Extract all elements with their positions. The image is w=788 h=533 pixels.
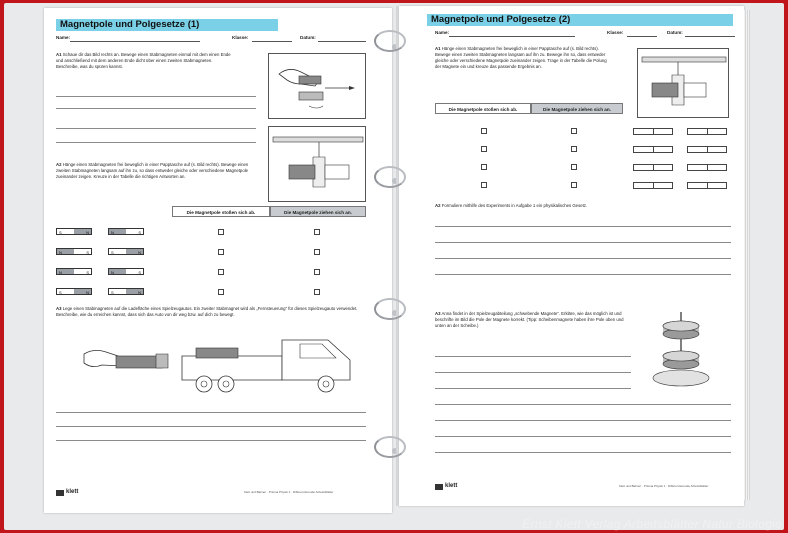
answer-line[interactable] (56, 108, 256, 109)
answer-line[interactable] (56, 426, 366, 427)
task-label: A3 (56, 306, 62, 311)
polarity-entry-box[interactable] (687, 146, 727, 153)
table-header-repel: Die Magnetpole stoßen sich ab. (435, 103, 531, 114)
task-label: A2 (435, 203, 441, 208)
task-a2 (56, 162, 256, 180)
task-a1 (56, 52, 232, 70)
date-label: Datum: (300, 35, 316, 40)
figure-hanging-magnet (637, 48, 729, 118)
figure-hanging-magnet (268, 126, 366, 202)
table-header-attract: Die Magnetpole ziehen sich an. (531, 103, 623, 114)
task-a1 (435, 46, 611, 70)
page-footer: Klett und Balmer · Prisma Physik 1 · Differenzierende Arbeitsblätter (244, 490, 334, 494)
answer-line[interactable] (56, 412, 366, 413)
answer-line[interactable] (435, 372, 631, 373)
figure-hand-magnets (268, 53, 366, 119)
worksheet-page-1 (44, 8, 392, 513)
bar-magnet (56, 248, 92, 255)
class-line[interactable] (252, 41, 292, 42)
page-title: Magnetpole und Polgesetze (2) (427, 14, 733, 26)
answer-checkbox[interactable] (481, 164, 487, 170)
name-line[interactable] (449, 36, 575, 37)
answer-line[interactable] (435, 274, 731, 275)
answer-checkbox[interactable] (218, 289, 224, 295)
answer-line[interactable] (435, 388, 631, 389)
answer-checkbox[interactable] (571, 128, 577, 134)
meta-row (435, 30, 735, 38)
task-label: A1 (435, 46, 441, 51)
task-text: Hänge einen Stabmagneten frei beweglich in einer Papptasche auf (s. Bild rechts). Bewege einen zweiten Stabmagneten langsam auf ihn zu, so dass entweder gleiche oder verschiedene Magnetpole zueinander zeigen. Kreuze in der Tabelle die richtigen Antworten an. (56, 162, 249, 179)
magnet-pole-label: N (86, 290, 89, 295)
answer-checkbox[interactable] (218, 249, 224, 255)
magnet-pole-label: S (59, 290, 62, 295)
task-a3 (56, 306, 366, 318)
polarity-entry-box[interactable] (687, 164, 727, 171)
magnet-pole-label: S (59, 230, 62, 235)
worksheet-page-2 (399, 6, 744, 506)
watermark-text: Ernst Klett Verlag Arbeitsblätter Natur Biologie (522, 517, 782, 531)
answer-checkbox[interactable] (314, 229, 320, 235)
answer-line[interactable] (435, 404, 731, 405)
answer-line[interactable] (435, 356, 631, 357)
answer-line[interactable] (435, 436, 731, 437)
answer-checkbox[interactable] (481, 146, 487, 152)
answer-checkbox[interactable] (571, 182, 577, 188)
magnet-pole-label: N (111, 230, 114, 235)
magnet-pole-label: N (59, 250, 62, 255)
magnet-pole-label: N (59, 270, 62, 275)
meta-row (56, 35, 366, 43)
bar-magnet (56, 228, 92, 235)
task-a3 (435, 311, 625, 329)
bar-magnet (108, 268, 144, 275)
magnet-pole-label: N (86, 230, 89, 235)
polarity-entry-box[interactable] (633, 128, 673, 135)
answer-checkbox[interactable] (571, 146, 577, 152)
magnet-pole-label: S (86, 250, 89, 255)
task-text: Schaue dir das Bild rechts an. Bewege einen Stabmagneten einmal mit dem einen Ende und anschließend mit dem anderen Ende dicht über einen zweiten Stabmagneten. Beschreibe, was du spüren kannst. (56, 52, 231, 69)
bar-magnet (108, 248, 144, 255)
magnet-pole-label: N (138, 290, 141, 295)
task-text: Anna findet in der Spielzeugabteilung „schwebende Magnete“. Erkläre, wie das möglich ist und beschrifte im Bild die Pole der Magnete korrekt. (Tipp: Scheibenmagnete haben ihre Pole oben und unten an der Scheibe.) (435, 311, 624, 328)
task-a2 (435, 203, 725, 209)
bar-magnet (56, 288, 92, 295)
name-line[interactable] (70, 41, 200, 42)
answer-line[interactable] (435, 420, 731, 421)
page-footer: Klett und Balmer · Prisma Physik 1 · Differenzierende Arbeitsblätter (619, 484, 709, 488)
magnet-pole-label: S (138, 230, 141, 235)
binder-ring (374, 436, 406, 458)
name-label: Name: (435, 30, 450, 35)
date-line[interactable] (685, 36, 735, 37)
binder-ring (374, 298, 406, 320)
date-line[interactable] (318, 41, 366, 42)
task-text: Formuliere mithilfe des Experiments in Aufgabe 1 ein physikalisches Gesetz. (441, 203, 588, 208)
answer-line[interactable] (56, 128, 256, 129)
table-header-repel: Die Magnetpole stoßen sich ab. (172, 206, 270, 217)
name-label: Name: (56, 35, 71, 40)
task-label: A1 (56, 52, 62, 57)
polarity-entry-box[interactable] (633, 164, 673, 171)
answer-checkbox[interactable] (481, 128, 487, 134)
answer-line[interactable] (56, 440, 366, 441)
class-label: Klasse: (232, 35, 249, 40)
publisher-logo-text: klett (66, 489, 79, 495)
binder-ring (374, 166, 406, 188)
publisher-logo-icon (56, 490, 64, 496)
polarity-entry-box[interactable] (687, 182, 727, 189)
answer-line[interactable] (435, 226, 731, 227)
magnet-pole-label: S (138, 270, 141, 275)
publisher-logo-icon (435, 484, 443, 490)
magnet-pole-label: S (111, 250, 114, 255)
polarity-entry-box[interactable] (687, 128, 727, 135)
class-label: Klasse: (607, 30, 624, 35)
page-stack-edge (744, 10, 750, 500)
table-header-attract: Die Magnetpole ziehen sich an. (270, 206, 366, 217)
binder-ring (374, 30, 406, 52)
bar-magnet (108, 288, 144, 295)
page-title: Magnetpole und Polgesetze (1) (56, 19, 278, 31)
date-label: Datum: (667, 30, 683, 35)
publisher-logo-text: klett (445, 483, 458, 489)
bar-magnet (108, 228, 144, 235)
figure-floating-magnets (649, 306, 721, 392)
answer-checkbox[interactable] (481, 182, 487, 188)
answer-checkbox[interactable] (218, 269, 224, 275)
answer-checkbox[interactable] (314, 249, 320, 255)
task-label: A3 (435, 311, 441, 316)
answer-checkbox[interactable] (571, 164, 577, 170)
answer-line[interactable] (435, 452, 731, 453)
task-label: A2 (56, 162, 62, 167)
answer-line[interactable] (56, 96, 256, 97)
bar-magnet (56, 268, 92, 275)
magnet-pole-label: N (138, 250, 141, 255)
answer-checkbox[interactable] (314, 289, 320, 295)
polarity-entry-box[interactable] (633, 146, 673, 153)
figure-toy-car (56, 324, 376, 404)
polarity-entry-box[interactable] (633, 182, 673, 189)
magnet-pole-label: S (111, 290, 114, 295)
task-text: Hänge einen Stabmagneten frei beweglich in einer Papptasche auf (s. Bild rechts). Bewege einen zweiten Stabmagneten langsam auf ihn zu. Bewege ihn so, dass entweder gleiche oder verschiedene Magnetpole zueinander zeigen. Trage in der Tabelle die Polung der Magnete ein und kreuze das passende Ergebnis an. (435, 46, 607, 69)
answer-line[interactable] (435, 258, 731, 259)
magnet-pole-label: S (86, 270, 89, 275)
magnet-pole-label: N (111, 270, 114, 275)
answer-line[interactable] (56, 142, 256, 143)
class-line[interactable] (627, 36, 657, 37)
task-text: Lege einen Stabmagneten auf die Ladefläche eines Spielzeugautos. Ein zweiter Stabmagnet wird als „Fernsteuerung“ für dieses Spielzeugauto verwendet. Beschreibe, wie du erreichen kannst, dass sich das Auto von dir weg bzw. auf dich zu bewegt. (56, 306, 358, 317)
answer-checkbox[interactable] (314, 269, 320, 275)
answer-line[interactable] (435, 242, 731, 243)
answer-checkbox[interactable] (218, 229, 224, 235)
